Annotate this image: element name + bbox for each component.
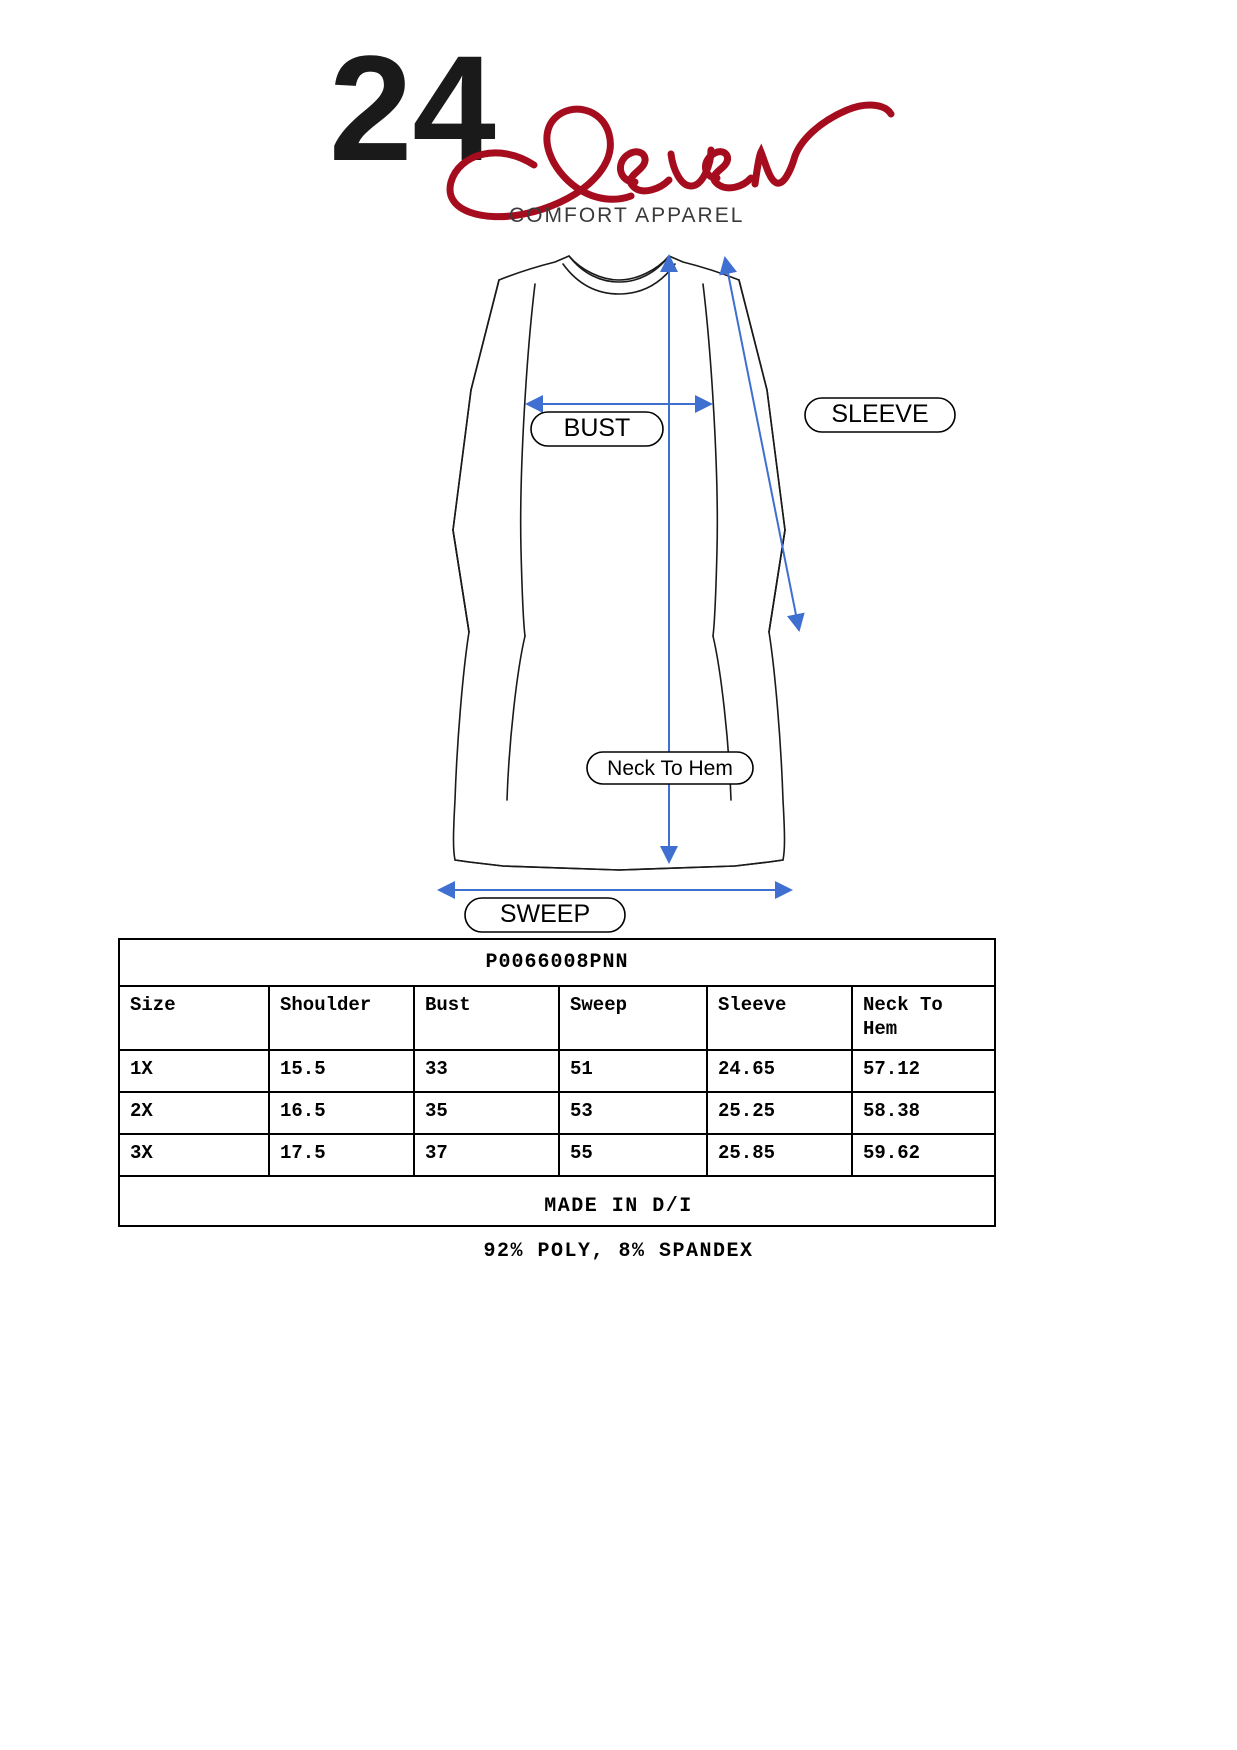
cell-neck-to-hem: 57.12 (852, 1050, 995, 1092)
cell-size: 2X (119, 1092, 269, 1134)
cell-bust: 35 (414, 1092, 559, 1134)
cell-neck-to-hem: 58.38 (852, 1092, 995, 1134)
logo-script (450, 105, 891, 217)
header-sleeve: Sleeve (707, 986, 852, 1050)
header-sweep: Sweep (559, 986, 707, 1050)
style-number-cell: P0066008PNN (119, 939, 995, 986)
cell-sleeve: 24.65 (707, 1050, 852, 1092)
cell-shoulder: 15.5 (269, 1050, 414, 1092)
cell-sleeve: 25.85 (707, 1134, 852, 1176)
table-row (119, 1092, 995, 1134)
header-size: Size (119, 986, 269, 1050)
cell-sweep: 51 (559, 1050, 707, 1092)
cell-sweep: 53 (559, 1092, 707, 1134)
logo-tagline: COMFORT APPAREL (508, 204, 744, 227)
measurement-spec-table (118, 938, 996, 1227)
footer-notes (0, 1195, 1237, 1285)
logo-number: 24 (328, 30, 496, 192)
table-row (119, 1134, 995, 1176)
callout-neck-to-hem (587, 752, 753, 784)
callout-sweep-label: SWEEP (499, 900, 590, 928)
table-row (119, 1050, 995, 1092)
cell-sleeve: 25.25 (707, 1092, 852, 1134)
style-number-row (119, 939, 995, 986)
header-bust: Bust (414, 986, 559, 1050)
made-in-label: MADE IN D/I (544, 1195, 693, 1218)
table-header-row (119, 986, 995, 1050)
header-neck-to-hem: Neck To Hem (852, 986, 995, 1050)
cell-shoulder: 17.5 (269, 1134, 414, 1176)
cell-sweep: 55 (559, 1134, 707, 1176)
callout-sleeve (805, 398, 955, 432)
brand-logo (0, 30, 1237, 250)
header-shoulder: Shoulder (269, 986, 414, 1050)
cell-bust: 37 (414, 1134, 559, 1176)
cell-neck-to-hem: 59.62 (852, 1134, 995, 1176)
garment-technical-sketch (0, 240, 1237, 940)
cell-shoulder: 16.5 (269, 1092, 414, 1134)
cell-bust: 33 (414, 1050, 559, 1092)
callout-bust (531, 412, 663, 446)
callout-sweep (465, 898, 625, 932)
callout-bust-label: BUST (563, 414, 630, 442)
cell-size: 1X (119, 1050, 269, 1092)
callout-sleeve-label: SLEEVE (830, 400, 929, 428)
callout-neck-to-hem-label: Neck To Hem (606, 757, 733, 780)
cell-size: 3X (119, 1134, 269, 1176)
fabric-content-label: 92% POLY, 8% SPANDEX (483, 1240, 754, 1263)
spec-table-container (118, 938, 994, 1227)
